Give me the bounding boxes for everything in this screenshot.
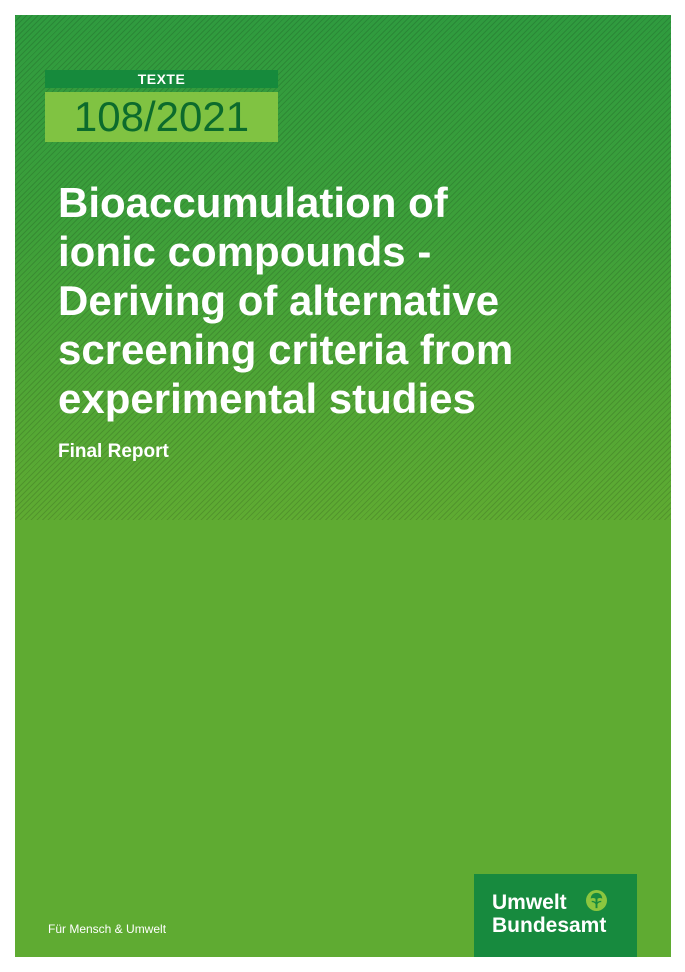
title-line: ionic compounds - (58, 228, 432, 275)
series-number: 108/2021 (45, 92, 278, 142)
title-line: Bioaccumulation of (58, 179, 448, 226)
title-line: screening criteria from (58, 326, 514, 373)
umweltbundesamt-logo (474, 874, 637, 957)
report-subtitle: Final Report (58, 441, 169, 462)
title-line: experimental studies (58, 375, 476, 422)
series-label: TEXTE (45, 70, 278, 88)
report-title (58, 178, 618, 423)
logo-text-bundesamt: Bundesamt (492, 914, 607, 937)
tree-in-circle-icon (586, 890, 607, 911)
slogan: Für Mensch & Umwelt (48, 922, 167, 936)
title-line: Deriving of alternative (58, 277, 500, 324)
cover-page (15, 15, 671, 957)
logo-text-umwelt: Umwelt (492, 891, 567, 914)
